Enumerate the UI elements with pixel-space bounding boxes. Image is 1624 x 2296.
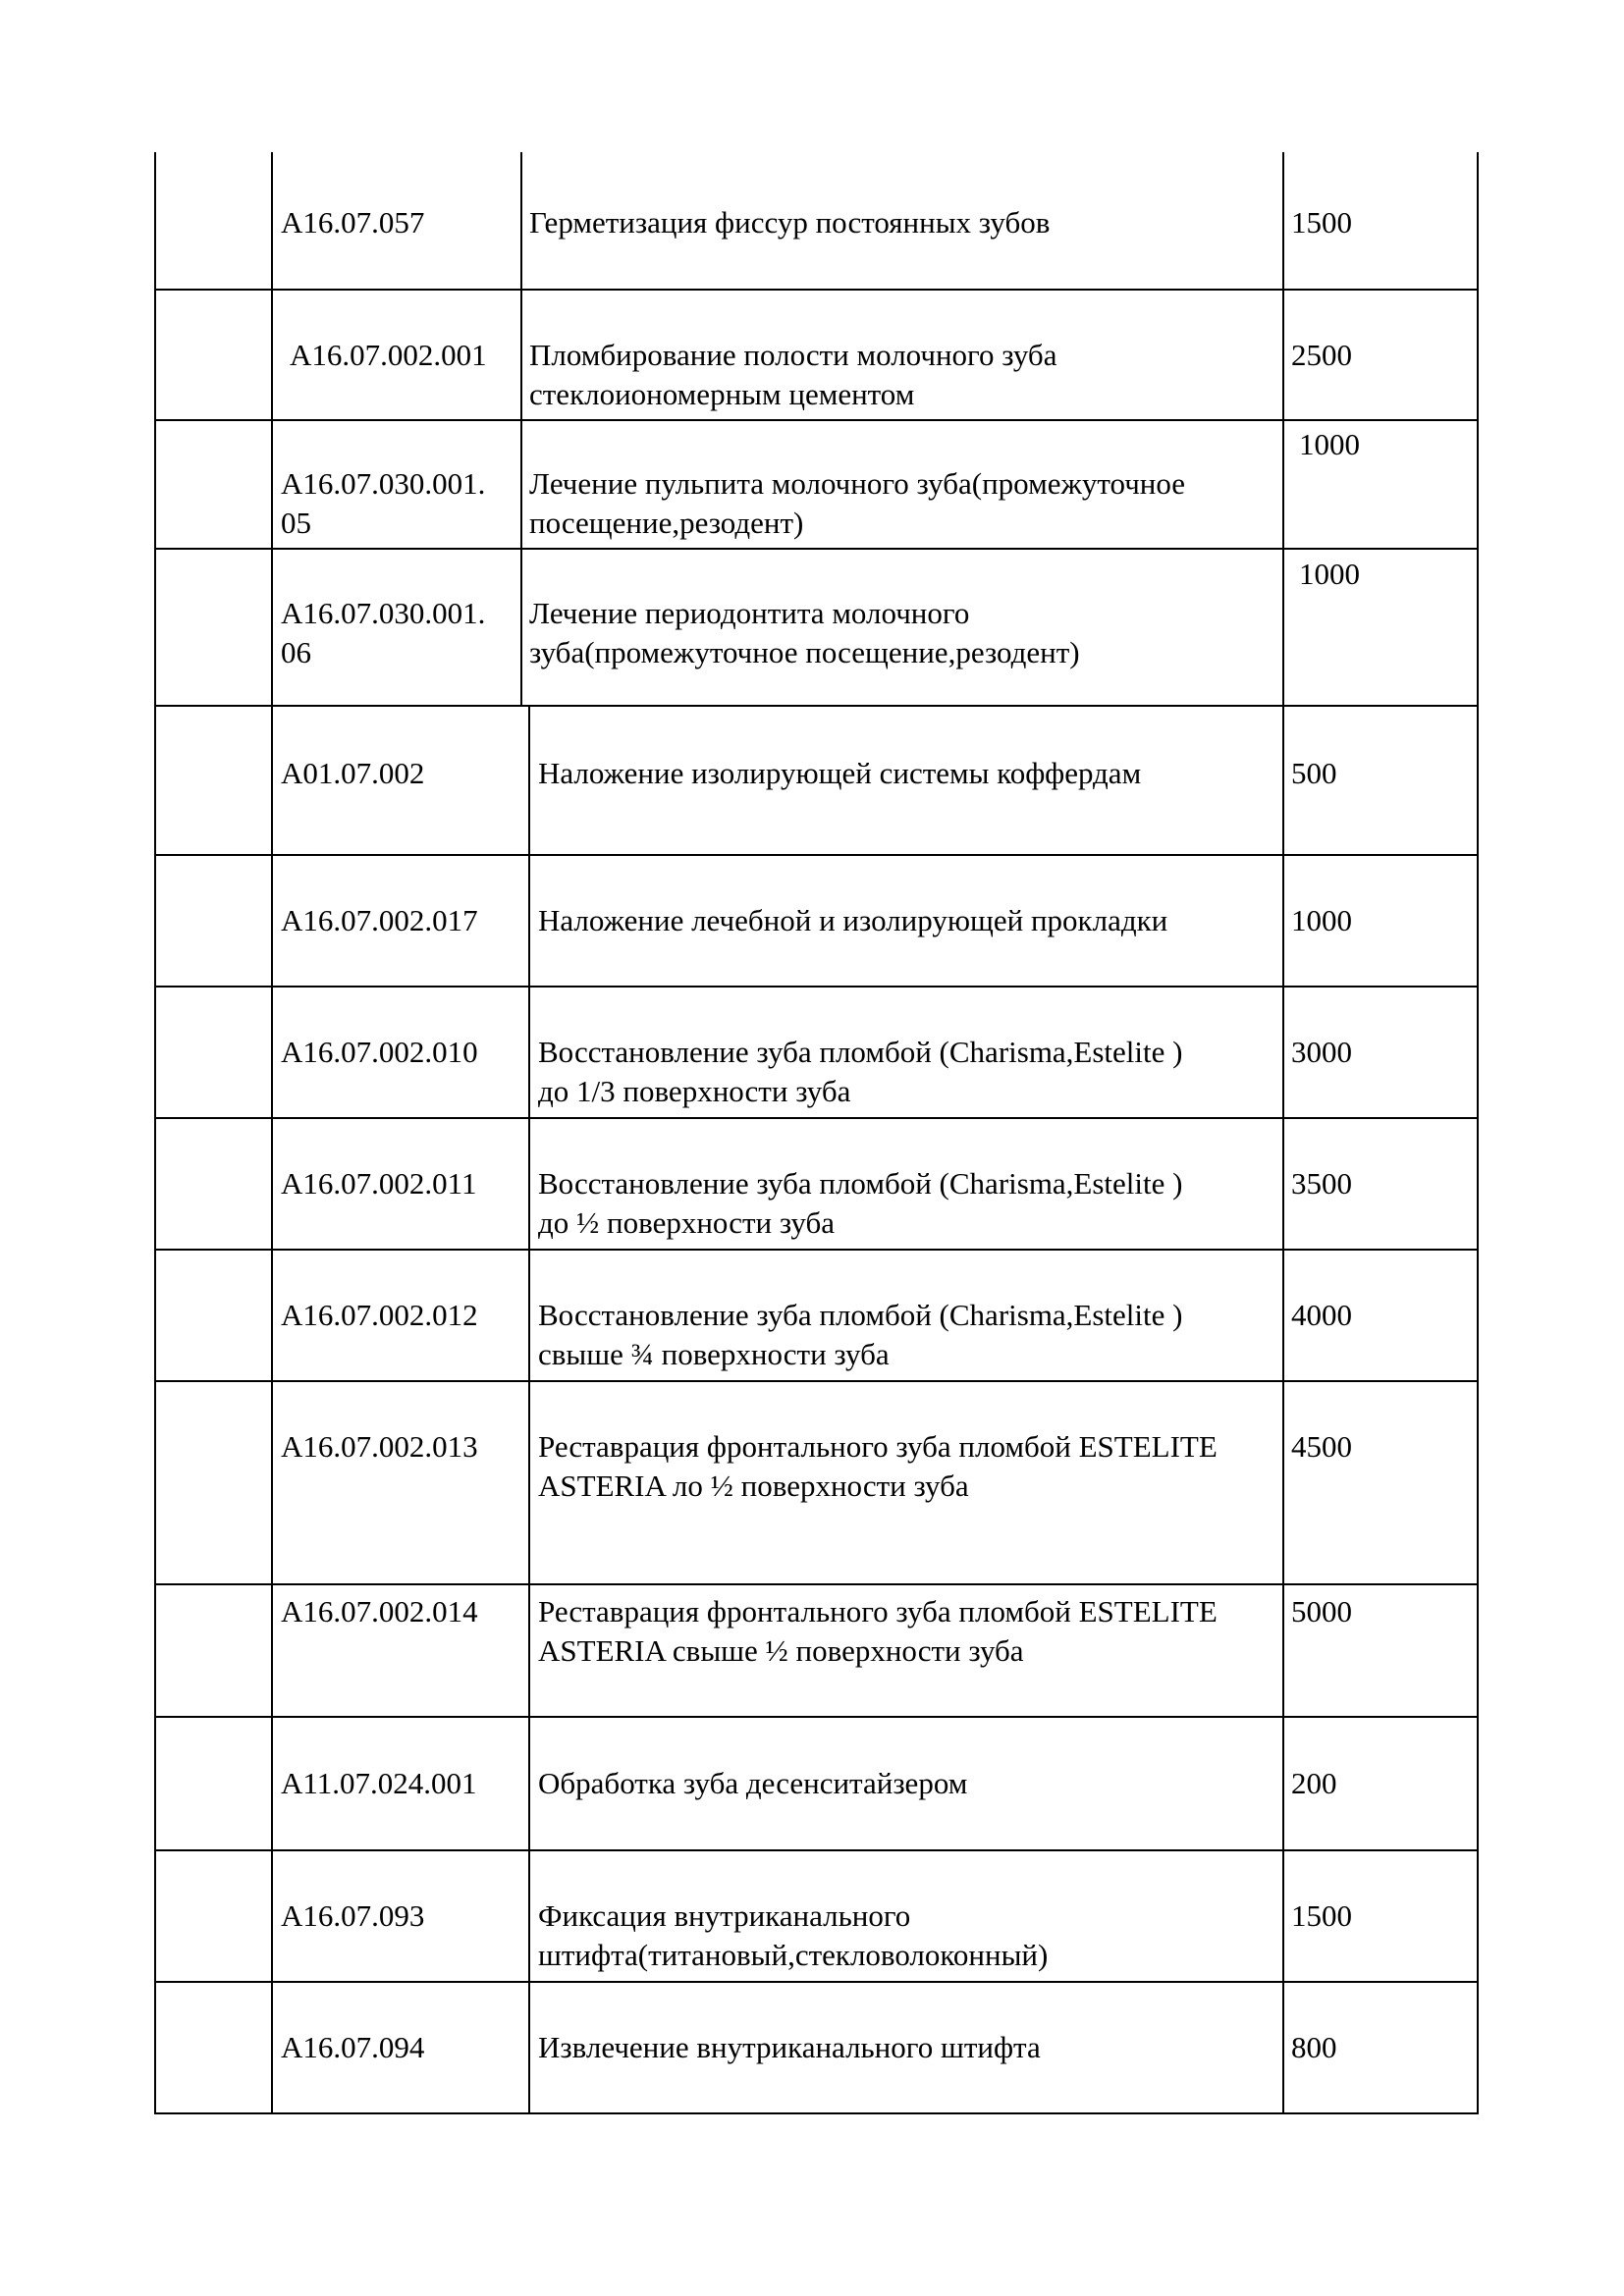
row-divider (154, 1380, 1479, 1382)
table-border-col3 (1282, 152, 1284, 2114)
service-price: 4500 (1291, 1429, 1352, 1464)
service-code: A01.07.002 (281, 756, 425, 790)
service-code: A16.07.093 (281, 1898, 425, 1933)
service-price: 1000 (1299, 427, 1360, 461)
service-code: A16.07.057 (281, 205, 425, 240)
row-divider (154, 289, 1479, 291)
row-divider (154, 1849, 1479, 1851)
service-code: A16.07.002.001 (290, 338, 487, 372)
row-divider (154, 854, 1479, 856)
service-name: Восстановление зуба пломбой (Charisma,Estelite ) до 1/3 поверхности зуба (538, 1035, 1183, 1108)
service-code: A16.07.094 (281, 2030, 425, 2064)
service-price: 1000 (1299, 557, 1360, 591)
table-border-col1 (271, 152, 273, 2114)
service-name: Герметизация фиссур постоянных зубов (529, 205, 1051, 240)
row-divider (154, 1981, 1479, 1983)
service-name: Пломбирование полости молочного зуба стеклоиономерным цементом (529, 338, 1057, 411)
row-divider (154, 1249, 1479, 1251)
service-code: A16.07.030.001. 06 (281, 596, 486, 669)
service-price: 200 (1291, 1766, 1337, 1800)
row-divider (154, 705, 1479, 707)
table-border-col2-lower (528, 705, 530, 2114)
service-code: A16.07.002.011 (281, 1166, 477, 1201)
service-price: 1000 (1291, 903, 1352, 937)
service-code: A16.07.030.001. 05 (281, 466, 486, 540)
service-code: A16.07.002.017 (281, 903, 478, 937)
service-name: Лечение периодонтита молочного зуба(промежуточное посещение,резодент) (529, 596, 1080, 669)
row-divider (154, 419, 1479, 421)
table-border-left (154, 152, 156, 2114)
service-code: A16.07.002.013 (281, 1429, 478, 1464)
service-name: Обработка зуба десенситайзером (538, 1766, 968, 1800)
table-border-bottom (154, 2112, 1479, 2114)
service-name: Наложение лечебной и изолирующей прокладки (538, 903, 1168, 937)
service-price: 4000 (1291, 1298, 1352, 1332)
table-border-right (1477, 152, 1479, 2114)
service-code: A16.07.002.012 (281, 1298, 478, 1332)
service-name: Реставрация фронтального зуба пломбой ESTELITE ASTERIA ло ½ поверхности зуба (538, 1429, 1218, 1503)
row-divider (154, 1117, 1479, 1119)
service-code: A16.07.002.014 (281, 1594, 478, 1629)
service-price: 1500 (1291, 205, 1352, 240)
service-name: Восстановление зуба пломбой (Charisma,Estelite ) до ½ поверхности зуба (538, 1166, 1183, 1240)
service-price: 800 (1291, 2030, 1337, 2064)
row-divider (154, 1583, 1479, 1585)
service-price: 3500 (1291, 1166, 1352, 1201)
service-name: Фиксация внутриканального штифта(титановый,стекловолоконный) (538, 1898, 1049, 1972)
service-name: Извлечение внутриканального штифта (538, 2030, 1041, 2064)
service-price: 5000 (1291, 1594, 1352, 1629)
row-divider (154, 986, 1479, 988)
service-name: Восстановление зуба пломбой (Charisma,Estelite ) свыше ¾ поверхности зуба (538, 1298, 1183, 1371)
service-code: A16.07.002.010 (281, 1035, 478, 1069)
service-name: Реставрация фронтального зуба пломбой ESTELITE ASTERIA свыше ½ поверхности зуба (538, 1594, 1218, 1668)
service-price: 3000 (1291, 1035, 1352, 1069)
service-price: 500 (1291, 756, 1337, 790)
service-price: 2500 (1291, 338, 1352, 372)
row-divider (154, 548, 1479, 550)
service-code: A11.07.024.001 (281, 1766, 477, 1800)
service-name: Лечение пульпита молочного зуба(промежуточное посещение,резодент) (529, 466, 1186, 540)
row-divider (154, 1716, 1479, 1718)
service-price: 1500 (1291, 1898, 1352, 1933)
table-border-col2-upper (520, 152, 522, 705)
service-name: Наложение изолирующей системы коффердам (538, 756, 1142, 790)
